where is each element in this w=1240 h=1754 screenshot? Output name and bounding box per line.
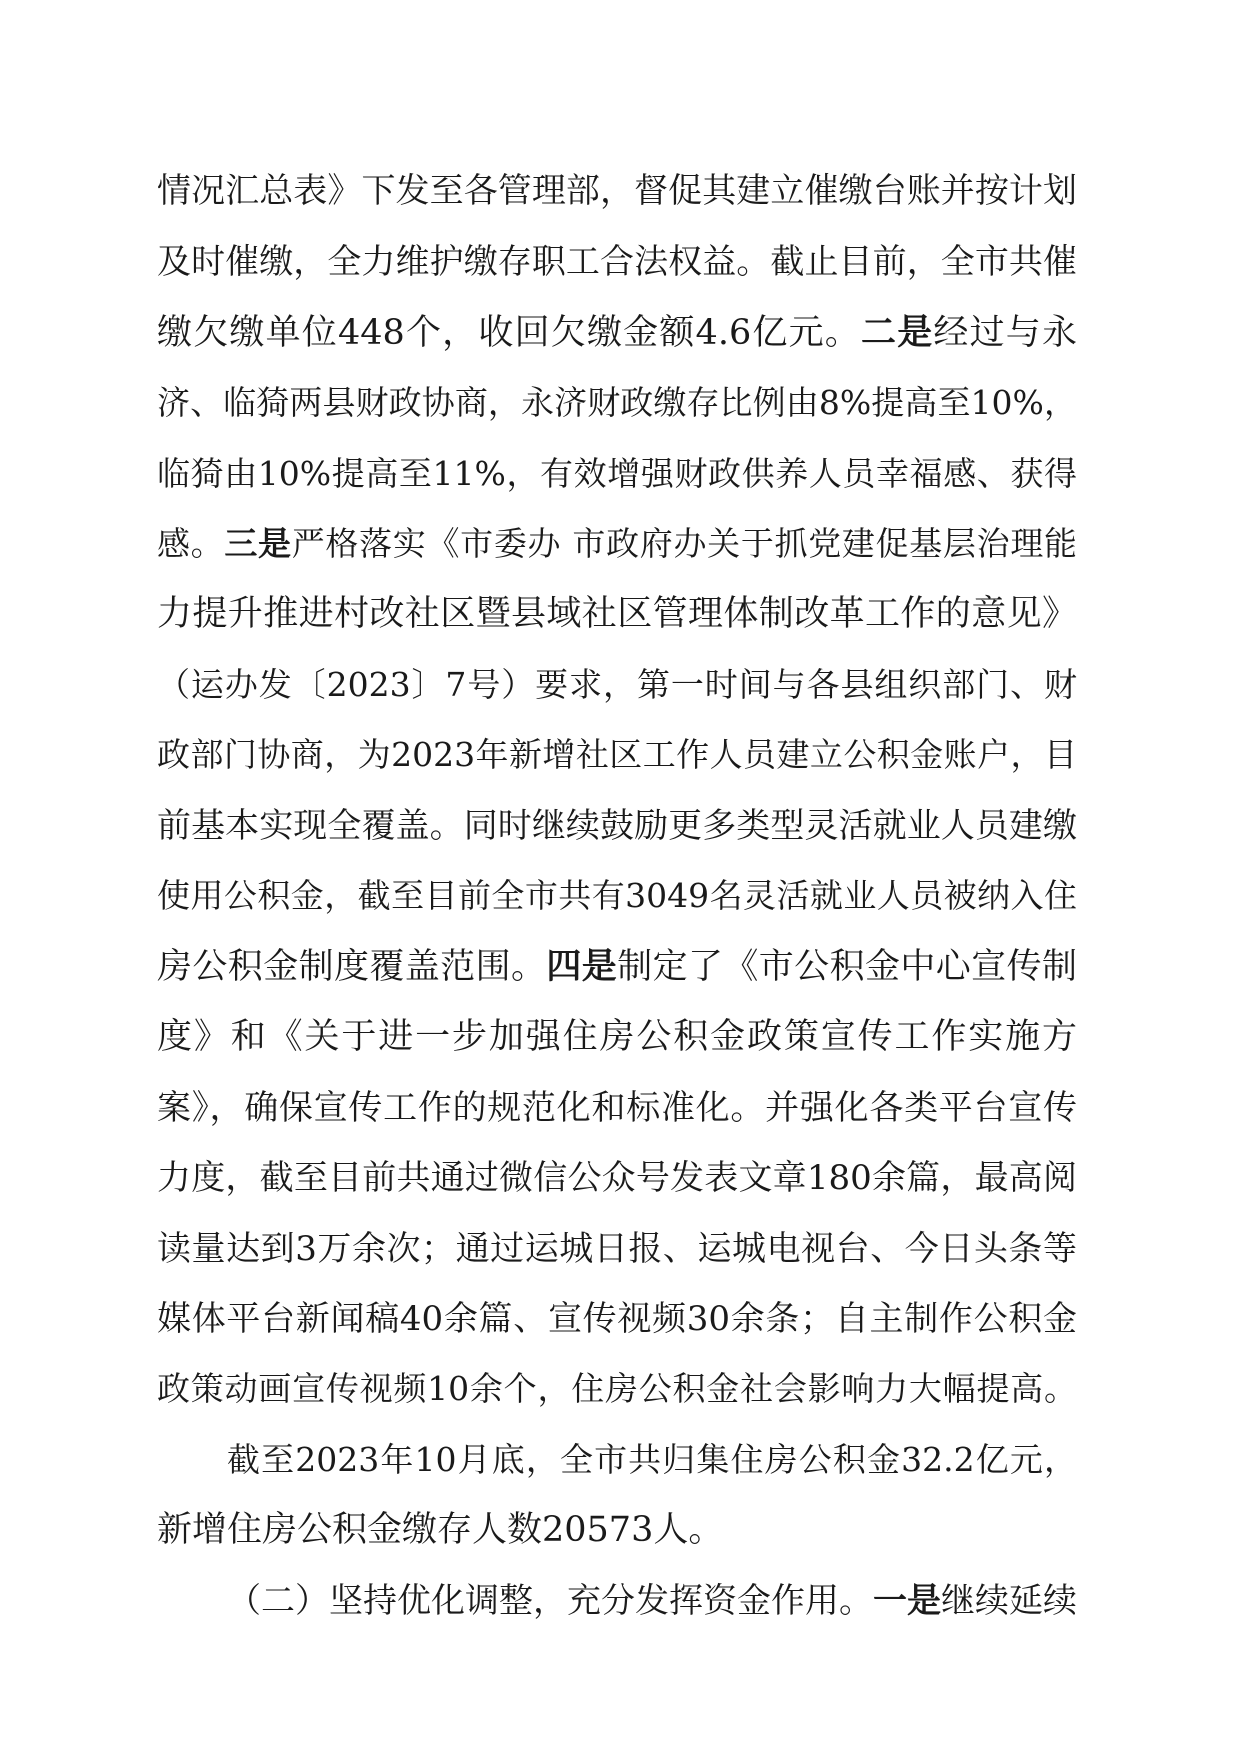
text-segment: 度》和《关于进一步加强住房公积金政策宣传工作实施方 (157, 1017, 1077, 1057)
text-segment: 政策动画宣传视频10余个，住房公积金社会影响力大幅提高。 (157, 1369, 1077, 1408)
text-segment: 及时催缴，全力维护缴存职工合法权益。截止目前，全市共催 (157, 242, 1077, 282)
text-segment: 经过与永 (933, 313, 1077, 353)
text-segment: 情况汇总表》下发至各管理部，督促其建立催缴台账并按计划 (157, 171, 1077, 211)
text-line (157, 937, 1077, 997)
text-line (157, 655, 1077, 715)
text-line (157, 514, 1077, 574)
text-line (157, 1359, 1077, 1419)
text-line (157, 1219, 1077, 1279)
bold-marker: 二是 (861, 313, 934, 353)
text-segment: 读量达到3万余次；通过运城日报、运城电视台、今日头条等 (157, 1229, 1077, 1269)
bold-marker: 一是 (873, 1581, 941, 1621)
text-line (157, 584, 1077, 644)
text-line (157, 1148, 1077, 1208)
text-segment: 制定了《市公积金中心宣传制 (617, 947, 1077, 987)
text-line (227, 1430, 1077, 1490)
text-segment: 使用公积金，截至目前全市共有3049名灵活就业人员被纳入住 (157, 876, 1077, 915)
text-segment: 截至2023年10月底，全市共归集住房公积金32.2亿元， (227, 1440, 1077, 1479)
text-line (157, 161, 1077, 221)
text-line (157, 1078, 1077, 1138)
text-segment: 媒体平台新闻稿40余篇、宣传视频30余条；自主制作公积金 (157, 1299, 1077, 1339)
text-segment: 继续延续 (941, 1581, 1077, 1621)
text-line (157, 303, 1077, 363)
text-segment: （运办发〔2023〕7号）要求，第一时间与各县组织部门、财 (157, 665, 1077, 704)
text-segment: 感。 (157, 524, 225, 563)
text-line (157, 232, 1077, 292)
text-line (157, 1289, 1077, 1349)
text-line (157, 444, 1077, 504)
text-segment: 新增住房公积金缴存人数20573人。 (157, 1510, 724, 1550)
bold-marker: 三是 (224, 524, 292, 563)
text-segment: 房公积金制度覆盖范围。 (157, 947, 547, 987)
text-segment: 力提升推进村改社区暨县域社区管理体制改革工作的意见》 (157, 594, 1077, 634)
text-segment: 缴欠缴单位448个，收回欠缴金额4.6亿元。 (157, 313, 861, 353)
text-line (157, 373, 1077, 433)
text-segment: 前基本实现全覆盖。同时继续鼓励更多类型灵活就业人员建缴 (157, 806, 1077, 846)
text-segment: 临猗由10%提高至11%，有效增强财政供养人员幸福感、获得 (157, 454, 1077, 493)
text-segment: 力度，截至目前共通过微信公众号发表文章180余篇，最高阅 (157, 1158, 1077, 1198)
text-line (157, 796, 1077, 856)
text-line (227, 1571, 1077, 1631)
text-segment: 济、临猗两县财政协商，永济财政缴存比例由8%提高至10%， (157, 383, 1077, 422)
text-line (157, 725, 1077, 785)
text-line (157, 1500, 1077, 1560)
text-segment: 严格落实《市委办 市政府办关于抓党建促基层治理能 (291, 524, 1077, 563)
text-line (157, 1007, 1077, 1067)
text-line (157, 866, 1077, 926)
text-segment: （二）坚持优化调整，充分发挥资金作用。 (227, 1581, 873, 1621)
text-segment: 政部门协商，为2023年新增社区工作人员建立公积金账户，目 (157, 735, 1077, 774)
bold-marker: 四是 (546, 947, 618, 987)
text-segment: 案》，确保宣传工作的规范化和标准化。并强化各类平台宣传 (157, 1088, 1077, 1128)
